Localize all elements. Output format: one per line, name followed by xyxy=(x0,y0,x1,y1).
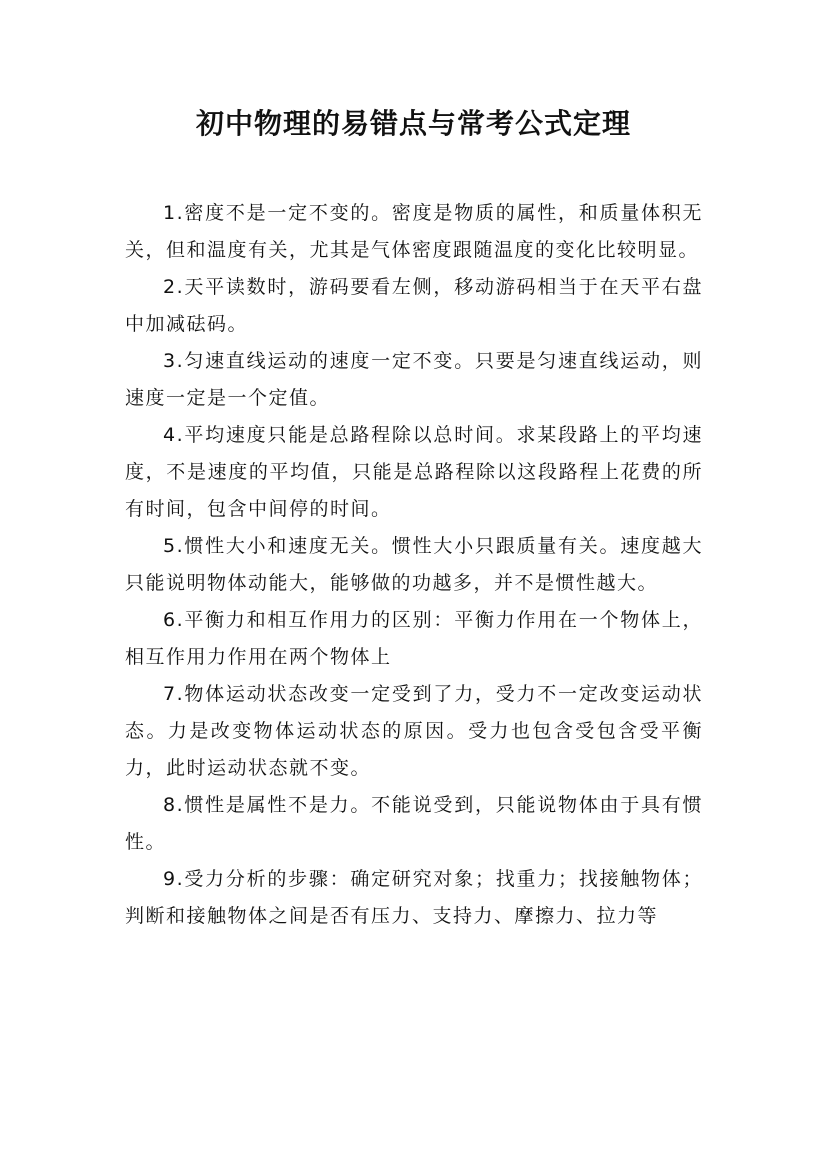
paragraph-6: 6.平衡力和相互作用力的区别：平衡力作用在一个物体上，相互作用力作用在两个物体上 xyxy=(125,609,703,668)
paragraph-8: 8.惯性是属性不是力。不能说受到，只能说物体由于具有惯性。 xyxy=(125,794,703,853)
document-title: 初中物理的易错点与常考公式定理 xyxy=(195,107,631,140)
paragraph-3: 3.匀速直线运动的速度一定不变。只要是匀速直线运动，则速度一定是一个定值。 xyxy=(125,350,703,409)
paragraph-9: 9.受力分析的步骤：确定研究对象；找重力；找接触物体；判断和接触物体之间是否有压力、支持力、摩擦力、拉力等 xyxy=(125,868,703,927)
paragraph-4: 4.平均速度只能是总路程除以总时间。求某段路上的平均速度，不是速度的平均值，只能是总路程除以这段路程上花费的所有时间，包含中间停的时间。 xyxy=(125,424,703,520)
document-body xyxy=(125,195,703,935)
paragraph-1: 1.密度不是一定不变的。密度是物质的属性，和质量体积无关，但和温度有关，尤其是气体密度跟随温度的变化比较明显。 xyxy=(125,202,703,261)
paragraph-5: 5.惯性大小和速度无关。惯性大小只跟质量有关。速度越大只能说明物体动能大，能够做的功越多，并不是惯性越大。 xyxy=(125,535,703,594)
paragraph-7: 7.物体运动状态改变一定受到了力，受力不一定改变运动状态。力是改变物体运动状态的原因。受力也包含受包含受平衡力，此时运动状态就不变。 xyxy=(125,683,703,779)
paragraph-2: 2.天平读数时，游码要看左侧，移动游码相当于在天平右盘中加减砝码。 xyxy=(125,276,703,335)
